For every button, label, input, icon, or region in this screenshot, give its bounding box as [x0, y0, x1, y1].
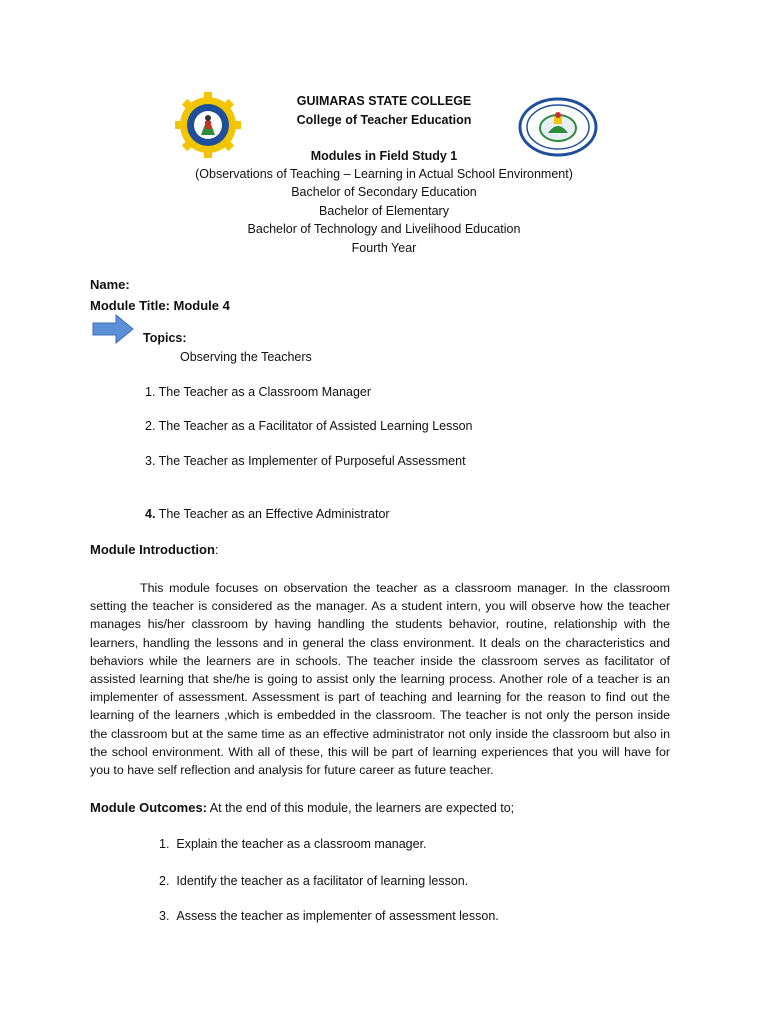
outcomes-heading: Module Outcomes: At the end of this module, the learners are expected to; — [90, 800, 515, 815]
topic-item-4-number: 4. — [145, 507, 156, 521]
year-level: Fourth Year — [351, 241, 417, 255]
arrow-right-icon — [92, 314, 134, 344]
intro-heading: Module Introduction: — [90, 542, 219, 557]
topic-item-2: 2. The Teacher as a Facilitator of Assisted Learning Lesson — [145, 419, 473, 433]
college-name: GUIMARAS STATE COLLEGE — [296, 94, 472, 108]
module-series-subtitle: (Observations of Teaching – Learning in Actual School Environment) — [195, 167, 573, 181]
module-title: Module Title: Module 4 — [90, 298, 230, 313]
intro-paragraph: This module focuses on observation the teacher as a classroom manager. In the classroom setting the teacher is considered as the manager. As a student intern, you will observe how the teacher manages his/her classroom by having handling the students behavior, routine, relationship with the learners, handling the lessons and in general the class environment. It deals on the characteristics and behaviors while the learners are in schools. The teacher inside the classroom serves as facilitator of assisted learning that she/he is going to assist only the learning process. Another role of a teacher is an implementer of assessment. Assessment is part of teaching and learning for the reason to find out the learning of the learners ,which is embedded in the classroom. The teacher is not only the person inside the classroom but at the same time as an effective administrator not only inside the classroom but also in the school environment. With all of these, this will be part of learning experiences that you will have for you to have self reflection and analysis for future career as future teacher. — [90, 581, 670, 778]
topics-label: Topics: — [143, 331, 187, 345]
program-elementary: Bachelor of Elementary — [319, 204, 449, 218]
topic-item-4 — [145, 507, 390, 521]
topic-item-4-text: The Teacher as an Effective Administrator — [155, 507, 390, 521]
outcome-item-3: 3. Assess the teacher as implementer of assessment lesson. — [159, 909, 499, 923]
program-tle: Bachelor of Technology and Livelihood Education — [247, 222, 521, 236]
name-label: Name: — [90, 277, 130, 292]
outcome-item-2: 2. Identify the teacher as a facilitator of learning lesson. — [159, 874, 469, 888]
topics-subtitle: Observing the Teachers — [180, 350, 312, 364]
program-secondary: Bachelor of Secondary Education — [291, 185, 477, 199]
topic-item-3: 3. The Teacher as Implementer of Purposeful Assessment — [145, 454, 466, 468]
outcome-item-1: 1. Explain the teacher as a classroom manager. — [159, 837, 427, 851]
department-name: College of Teacher Education — [296, 113, 472, 127]
topic-item-1: 1. The Teacher as a Classroom Manager — [145, 385, 372, 399]
module-series-title: Modules in Field Study 1 — [310, 149, 458, 163]
